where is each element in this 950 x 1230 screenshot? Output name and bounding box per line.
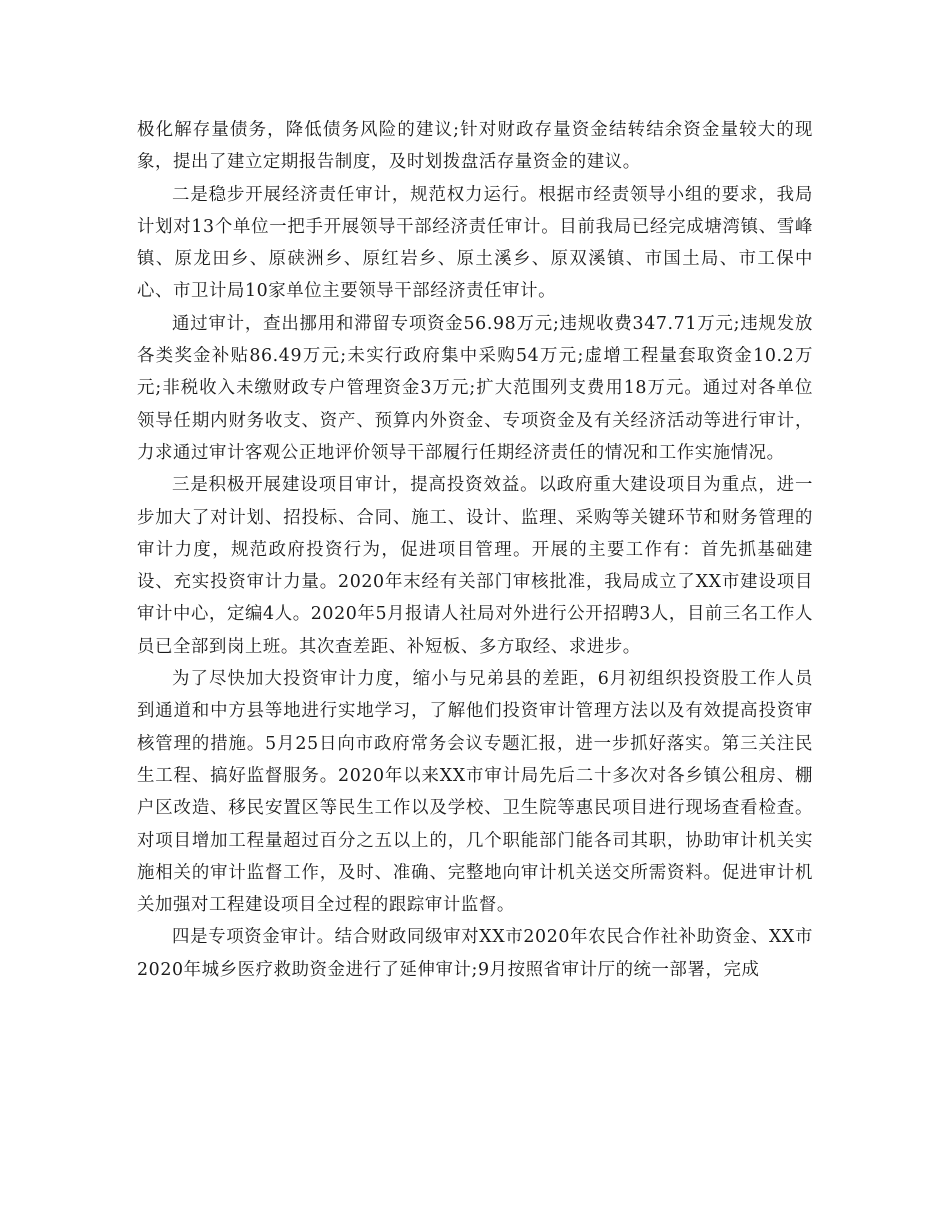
paragraph-debt-suggestion: 极化解存量债务，降低债务风险的建议;针对财政存量资金结转结余资金量较大的现象，提出了建立定期报告制度，及时划拨盘活存量资金的建议。 — [137, 120, 813, 173]
paragraph-audit-findings: 通过审计，查出挪用和滞留专项资金56.98万元;违规收费347.71万元;违规发放各类奖金补贴86.49万元;未实行政府集中采购54万元;虚增工程量套取资金10.2万元;非税收入未缴财政专户管理资金3万元;扩大范围列支费用18万元。通过对各单位领导任期内财务收支、资产、预算内外资金、专项资金及有关经济活动等进行审计，力求通过审计客观公正地评价领导干部履行任期经济责任的情况和工作实施情况。 — [137, 313, 813, 463]
paragraph-economic-responsibility-audit: 二是稳步开展经济责任审计，规范权力运行。根据市经责领导小组的要求，我局计划对13个单位一把手开展领导干部经济责任审计。目前我局已经完成塘湾镇、雪峰镇、原龙田乡、原硖洲乡、原红岩乡、原土溪乡、原双溪镇、市国土局、市工保中心、市卫计局10家单位主要领导干部经济责任审计。 — [137, 184, 813, 302]
paragraph-construction-project-audit: 三是积极开展建设项目审计，提高投资效益。以政府重大建设项目为重点，进一步加大了对计划、招投标、合同、施工、设计、监理、采购等关键环节和财务管理的审计力度，规范政府投资行为，促进项目管理。开展的主要工作有：首先抓基础建设、充实投资审计力量。2020年末经有关部门审核批准，我局成立了XX市建设项目审计中心，定编4人。2020年5月报请人社局对外进行公开招聘3人，目前三名工作人员已全部到岗上班。其次查差距、补短板、多方取经、求进步。 — [137, 475, 813, 657]
paragraph-special-fund-audit: 四是专项资金审计。结合财政同级审对XX市2020年农民合作社补助资金、XX市2020年城乡医疗救助资金进行了延伸审计;9月按照省审计厅的统一部署，完成 — [137, 927, 813, 980]
document-body — [137, 114, 813, 986]
paragraph-investment-audit-learning: 为了尽快加大投资审计力度，缩小与兄弟县的差距，6月初组织投资股工作人员到通道和中方县等地进行实地学习，了解他们投资审计管理方法以及有效提高投资审核管理的措施。5月25日向市政府常务会议专题汇报，进一步抓好落实。第三关注民生工程、搞好监督服务。2020年以来XX市审计局先后二十多次对各乡镇公租房、棚户区改造、移民安置区等民生工作以及学校、卫生院等惠民项目进行现场查看检查。对项目增加工程量超过百分之五以上的，几个职能部门能各司其职，协助审计机关实施相关的审计监督工作，及时、准确、完整地向审计机关送交所需资料。促进审计机关加强对工程建设项目全过程的跟踪审计监督。 — [137, 669, 813, 916]
